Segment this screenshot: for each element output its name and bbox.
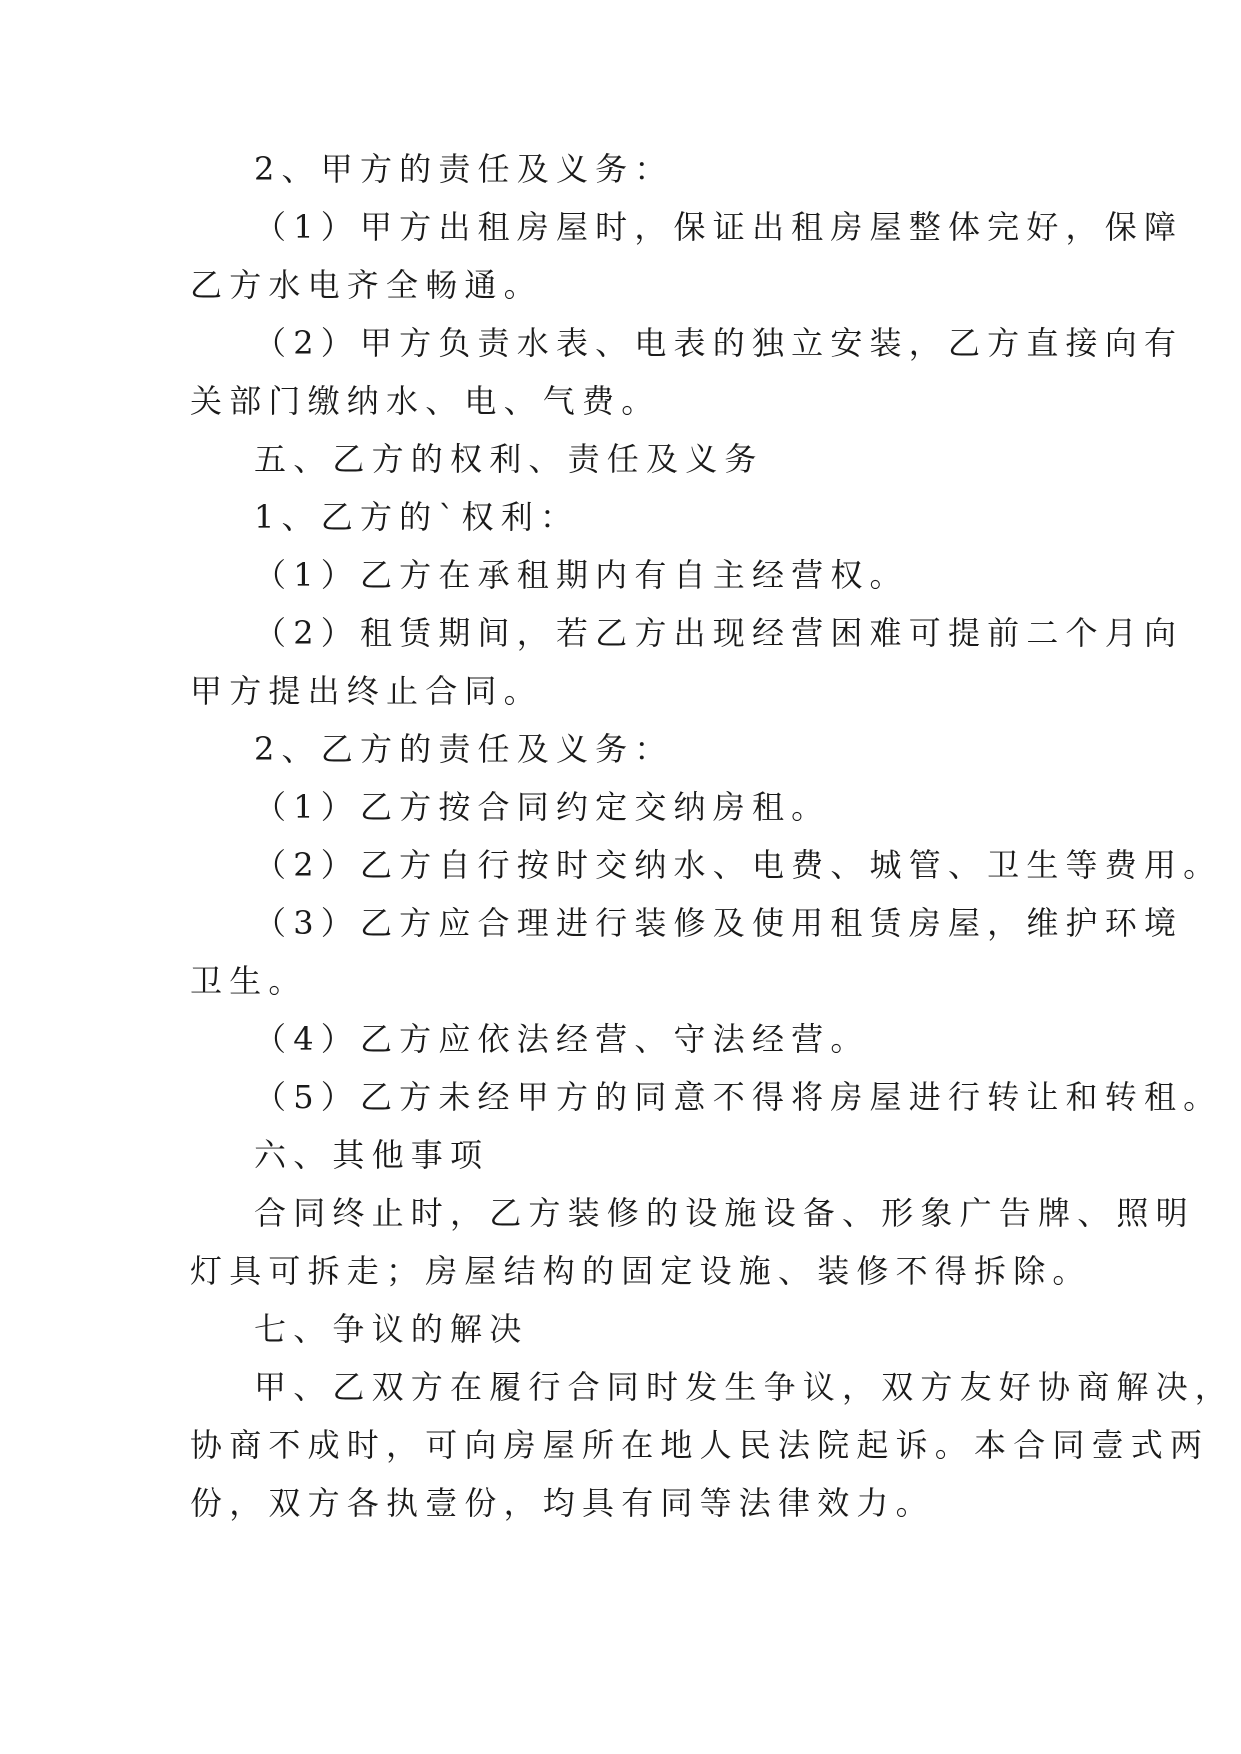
paragraph-line: （5）乙方未经甲方的同意不得将房屋进行转让和转租。 xyxy=(254,1078,1223,1116)
paragraph-line: 灯具可拆走；房屋结构的固定设施、装修不得拆除。 xyxy=(190,1252,1092,1290)
paragraph-line: 合同终止时，乙方装修的设施设备、形象广告牌、照明 xyxy=(254,1194,1195,1232)
paragraph-line: 关部门缴纳水、电、气费。 xyxy=(190,382,661,420)
section-heading: 2、甲方的责任及义务： xyxy=(254,150,674,188)
paragraph-line: 协商不成时，可向房屋所在地人民法院起诉。本合同壹式两 xyxy=(190,1426,1210,1464)
paragraph-line: 份，双方各执壹份，均具有同等法律效力。 xyxy=(190,1484,935,1522)
section-heading: 五、乙方的权利、责任及义务 xyxy=(254,440,764,478)
paragraph-line: （3）乙方应合理进行装修及使用租赁房屋，维护环境 xyxy=(254,904,1184,942)
section-heading: 七、争议的解决 xyxy=(254,1310,529,1348)
paragraph-line: （4）乙方应依法经营、守法经营。 xyxy=(254,1020,870,1058)
paragraph-line: （2）甲方负责水表、电表的独立安装，乙方直接向有 xyxy=(254,324,1184,362)
section-heading: 六、其他事项 xyxy=(254,1136,490,1174)
section-heading: 1、乙方的`权利： xyxy=(254,498,580,536)
section-heading: 2、乙方的责任及义务： xyxy=(254,730,674,768)
paragraph-line: （1）乙方在承租期内有自主经营权。 xyxy=(254,556,909,594)
paragraph-line: （1）乙方按合同约定交纳房租。 xyxy=(254,788,831,826)
paragraph-line: 甲方提出终止合同。 xyxy=(190,672,543,710)
paragraph-line: （2）租赁期间，若乙方出现经营困难可提前二个月向 xyxy=(254,614,1184,652)
paragraph-line: 甲、乙双方在履行合同时发生争议，双方友好协商解决， xyxy=(254,1368,1235,1406)
paragraph-line: （2）乙方自行按时交纳水、电费、城管、卫生等费用。 xyxy=(254,846,1223,884)
paragraph-line: 乙方水电齐全畅通。 xyxy=(190,266,543,304)
paragraph-line: 卫生。 xyxy=(190,962,308,1000)
paragraph-line: （1）甲方出租房屋时，保证出租房屋整体完好，保障 xyxy=(254,208,1184,246)
